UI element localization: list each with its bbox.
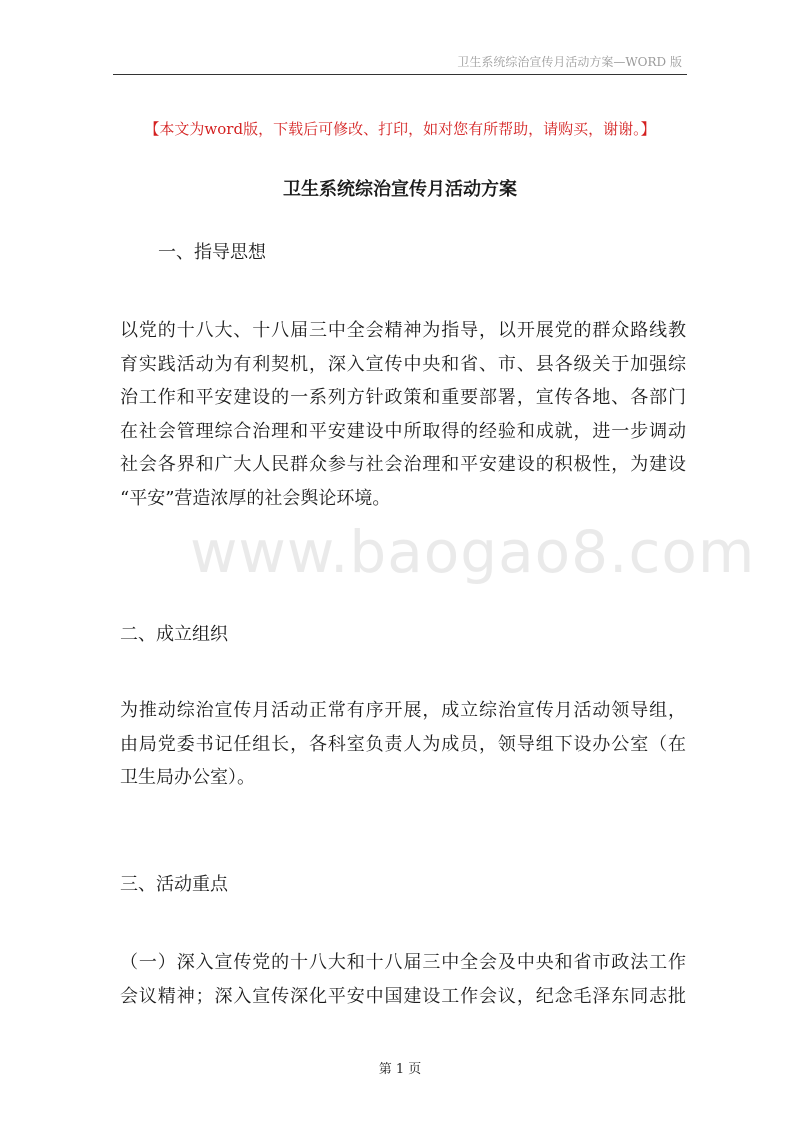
document-title: 卫生系统综治宣传月活动方案 [283,179,517,200]
paragraph-line: （一）深入宣传党的十八大和十八届三中全会及中央和省市政法工作 [120,952,686,973]
watermark: www.baogao8.com [190,518,756,586]
paragraph-line: “平安”营造浓厚的社会舆论环境。 [120,487,391,509]
paragraph-line: 会议精神；深入宣传深化平安中国建设工作会议，纪念毛泽东同志批 [120,985,686,1007]
paragraph-line: 治工作和平安建设的一系列方针政策和重要部署，宣传各地、各部门 [120,387,686,408]
page-header-title: 卫生系统综治宣传月活动方案—WORD 版 [457,55,682,69]
section-heading-activity-focus: 三、活动重点 [120,874,228,895]
paragraph-line: 社会各界和广大人民群众参与社会治理和平安建设的积极性，为建设 [120,454,686,475]
paragraph-line: 育实践活动为有利契机，深入宣传中央和省、市、县各级关于加强综 [120,353,686,375]
paragraph-line: 在社会管理综合治理和平安建设中所取得的经验和成就，进一步调动 [120,420,686,442]
paragraph-line: 为推动综治宣传月活动正常有序开展，成立综治宣传月活动领导组， [120,700,686,721]
paragraph-line: 以党的十八大、十八届三中全会精神为指导，以开展党的群众路线教 [120,320,686,341]
page-number: 第 1 页 [378,1062,422,1077]
section-paragraph-organization [120,694,686,795]
paragraph-line: 卫生局办公室）。 [120,767,255,788]
purchase-notice: 【本文为word版，下载后可修改、打印，如对您有所帮助，请购买，谢谢。】 [144,120,656,138]
paragraph-line: 由局党委书记任组长，各科室负责人为成员，领导组下设办公室（在 [120,733,686,755]
section-paragraph-guiding-ideology [120,314,686,515]
section-heading-guiding-ideology: 一、指导思想 [158,242,266,263]
section-paragraph-activity-focus [120,946,686,1013]
section-heading-organization: 二、成立组织 [120,624,228,645]
header-divider [113,74,687,75]
